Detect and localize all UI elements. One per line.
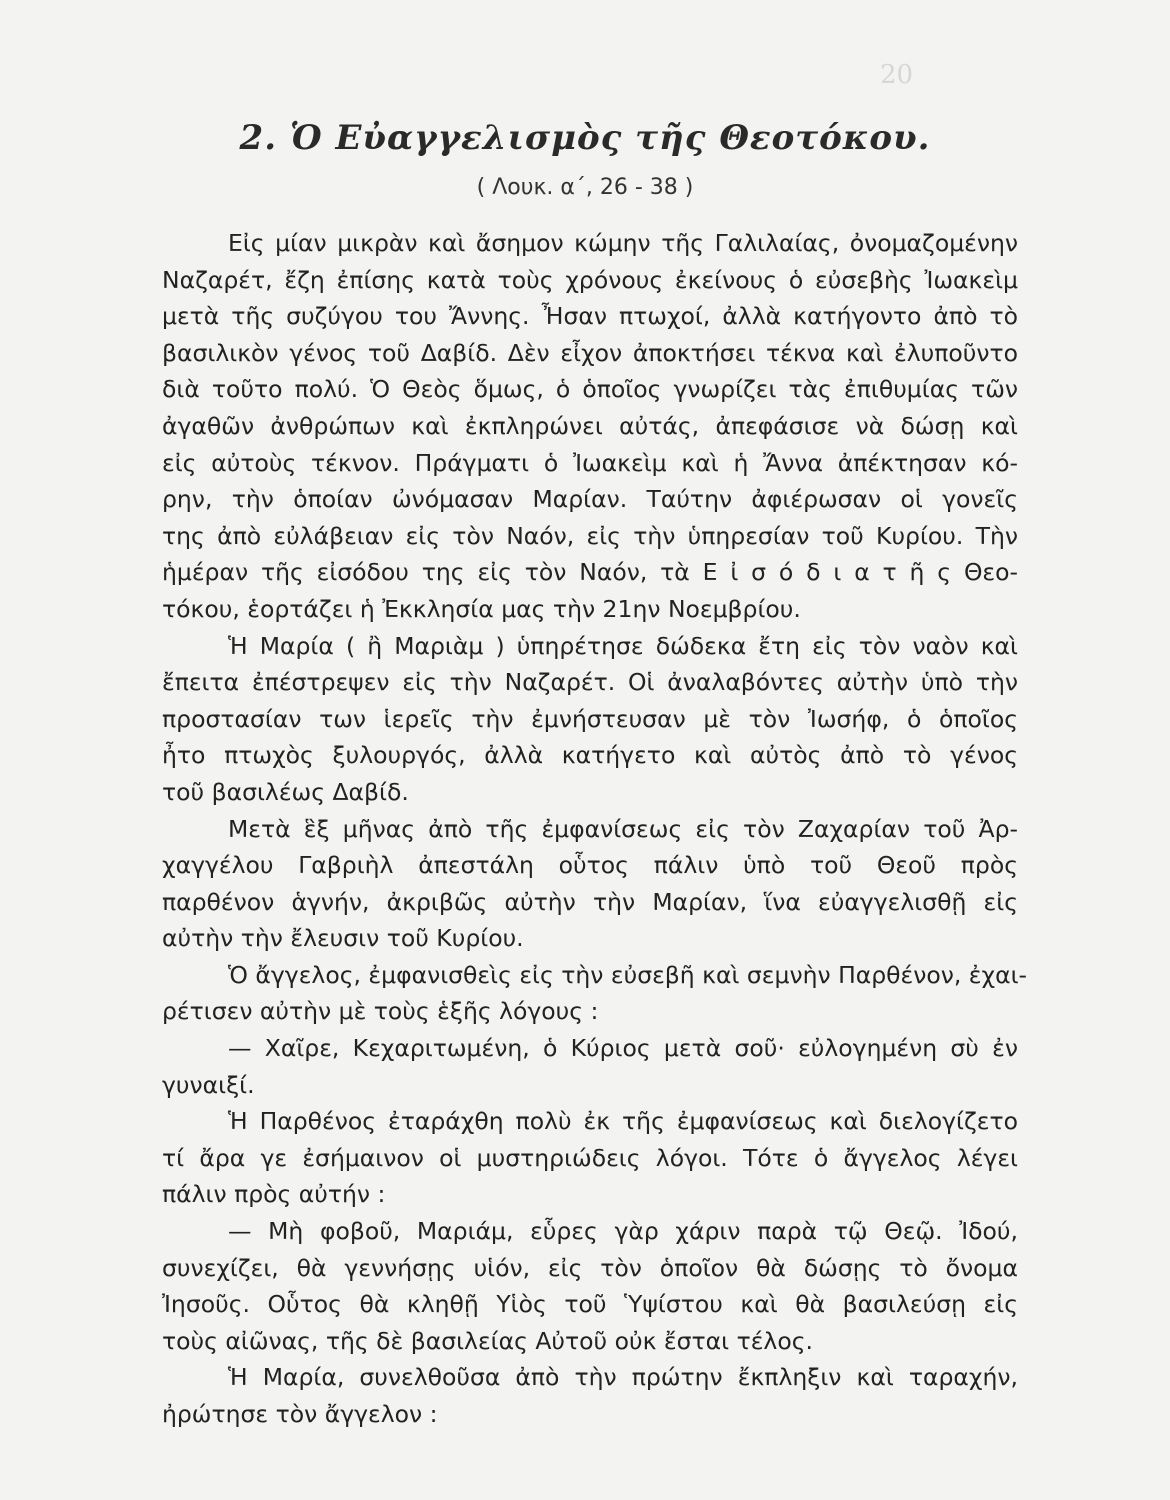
text-line: τοῦ βασιλέως Δαβίδ.: [162, 777, 409, 806]
text-line: ἠρώτησε τὸν ἄγγελον :: [162, 1400, 438, 1428]
text-line: διὰ τοῦτο πολύ. Ὁ Θεὸς ὅμως, ὁ ὁποῖος γνωρίζει τὰς ἐπιθυμίας τῶν: [162, 375, 1018, 404]
text-line: Ἡ Μαρία ( ἢ Μαριὰμ ) ὑπηρέτησε δώδεκα ἔτη εἰς τὸν ναὸν καὶ: [228, 631, 1018, 660]
text-line: — Μὴ φοβοῦ, Μαριάμ, εὗρες γὰρ χάριν παρὰ τῷ Θεῷ. Ἰδού,: [228, 1217, 1018, 1246]
text-line: — Χαῖρε, Κεχαριτωμένη, ὁ Κύριος μετὰ σοῦ· εὐλογημένη σὺ ἐν: [228, 1034, 1018, 1063]
text-line: πάλιν πρὸς αὐτήν :: [162, 1180, 386, 1209]
text-line: βασιλικὸν γένος τοῦ Δαβίδ. Δὲν εἶχον ἀποκτήσει τέκνα καὶ ἐλυποῦντο: [162, 338, 1018, 367]
text-line: ἔπειτα ἐπέστρεψεν εἰς τὴν Ναζαρέτ. Οἱ ἀναλαβόντες αὐτὴν ὑπὸ τὴν: [162, 668, 1018, 697]
text-line: παρθένον ἁγνήν, ἀκριβῶς αὐτὴν τὴν Μαρίαν, ἵνα εὐαγγελισθῇ εἰς: [162, 887, 1018, 916]
text-line: συνεχίζει, θὰ γεννήσῃς υἱόν, εἰς τὸν ὁποῖον θὰ δώσῃς τὸ ὄνομα: [162, 1253, 1018, 1282]
text-line: Ἡ Μαρία, συνελθοῦσα ἀπὸ τὴν πρώτην ἔκπληξιν καὶ ταραχήν,: [228, 1363, 1018, 1392]
body-text: [162, 225, 1028, 1433]
text-line: ρέτισεν αὐτὴν μὲ τοὺς ἑξῆς λόγους :: [162, 997, 599, 1026]
text-line: τοὺς αἰῶνας, τῆς δὲ βασιλείας Αὐτοῦ οὐκ ἔσται τέλος.: [162, 1326, 813, 1355]
text-line: Ναζαρέτ, ἔζη ἐπίσης κατὰ τοὺς χρόνους ἐκείνους ὁ εὐσεβὴς Ἰωακεὶμ: [162, 265, 1018, 294]
text-line: ἀγαθῶν ἀνθρώπων καὶ ἐκπληρώνει αὐτάς, ἀπεφάσισε νὰ δώσῃ καὶ: [162, 411, 1018, 440]
text-line: Ἡ Παρθένος ἐταράχθη πολὺ ἐκ τῆς ἐμφανίσεως καὶ διελογίζετο: [228, 1107, 1018, 1136]
text-line: τί ἄρα γε ἐσήμαινον οἱ μυστηριώδεις λόγοι. Τότε ὁ ἄγγελος λέγει: [162, 1143, 1018, 1172]
text-line: Ὁ ἄγγελος, ἐμφανισθεὶς εἰς τὴν εὐσεβῆ καὶ σεμνὴν Παρθένον, ἐχαι-: [228, 960, 1028, 989]
text-line: εἰς αὐτοὺς τέκνον. Πράγματι ὁ Ἰωακεὶμ καὶ ἡ Ἄννα ἀπέκτησαν κό-: [162, 448, 1018, 477]
text-line: ἡμέραν τῆς εἰσόδου της εἰς τὸν Ναόν, τὰ Ε ἰ σ ό δ ι α τ ῆ ς Θεο-: [162, 558, 1018, 587]
scripture-reference: ( Λουκ. α΄, 26 - 38 ): [476, 175, 694, 200]
chapter-title: 2. Ὁ Εὐαγγελισμὸς τῆς Θεοτόκου.: [239, 118, 931, 158]
text-line: προστασίαν των ἱερεῖς τὴν ἐμνήστευσαν μὲ τὸν Ἰωσήφ, ὁ ὁποῖος: [162, 704, 1018, 733]
text-line: Ἰησοῦς. Οὗτος θὰ κληθῇ Υἱὸς τοῦ Ὑψίστου καὶ θὰ βασιλεύσῃ εἰς: [162, 1290, 1018, 1319]
text-line: Εἰς μίαν μικρὰν καὶ ἄσημον κώμην τῆς Γαλιλαίας, ὀνομαζομένην: [228, 229, 1018, 257]
text-line: μετὰ τῆς συζύγου του Ἄννης. Ἦσαν πτωχοί, ἀλλὰ κατήγοντο ἀπὸ τὸ: [162, 302, 1018, 331]
text-line: αὐτὴν τὴν ἔλευσιν τοῦ Κυρίου.: [162, 924, 524, 953]
text-line: Μετὰ ἓξ μῆνας ἀπὸ τῆς ἐμφανίσεως εἰς τὸν Ζαχαρίαν τοῦ Ἀρ-: [228, 814, 1018, 843]
text-line: ἦτο πτωχὸς ξυλουργός, ἀλλὰ κατήγετο καὶ αὐτὸς ἀπὸ τὸ γένος: [162, 741, 1018, 770]
text-line: γυναιξί.: [162, 1070, 255, 1099]
text-line: ρην, τὴν ὁποίαν ὠνόμασαν Μαρίαν. Ταύτην ἀφιέρωσαν οἱ γονεῖς: [162, 485, 1018, 514]
text-line: τόκου, ἑορτάζει ἡ Ἐκκλησία μας τὴν 21ην Νοεμβρίου.: [162, 594, 801, 623]
text-line: χαγγέλου Γαβριὴλ ἀπεστάλη οὗτος πάλιν ὑπὸ τοῦ Θεοῦ πρὸς: [162, 851, 1018, 880]
page-number: 20: [880, 60, 914, 90]
text-line: της ἀπὸ εὐλάβειαν εἰς τὸν Ναόν, εἰς τὴν ὑπηρεσίαν τοῦ Κυρίου. Τὴν: [162, 521, 1018, 550]
